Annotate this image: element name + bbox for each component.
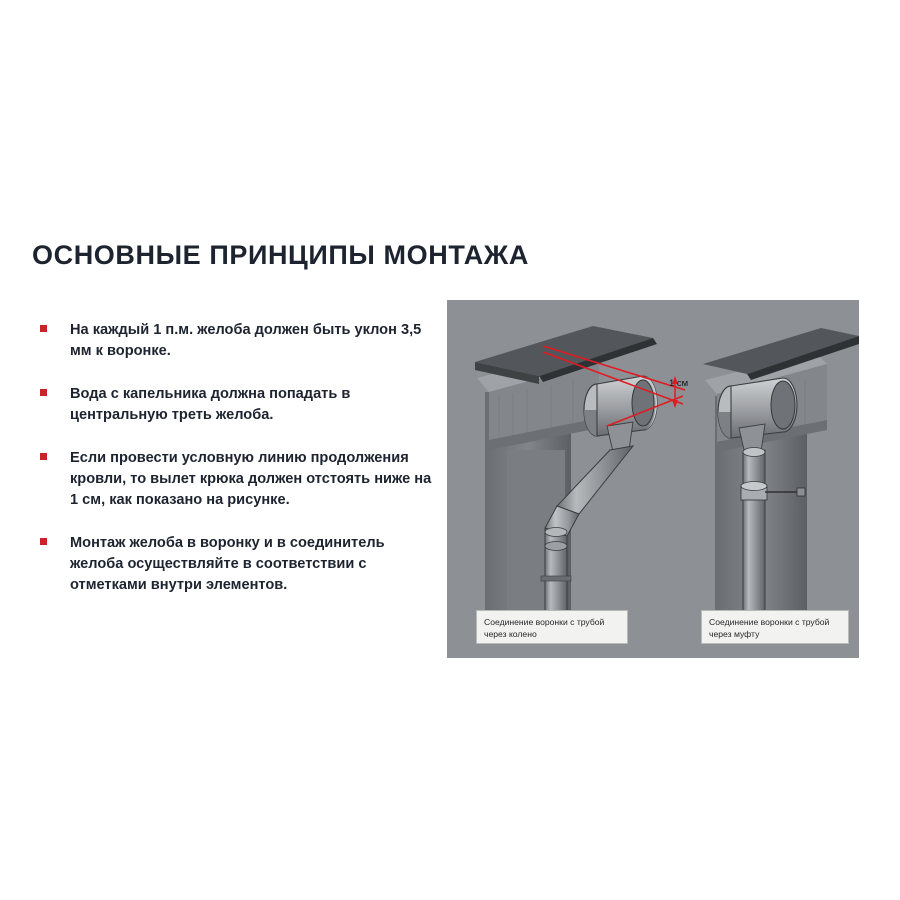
bullet-text: Монтаж желоба в воронку и в соединитель желоба осуществляйте в соответствии с отметками внутри элементов. (70, 535, 385, 593)
dimension-label: 1 см (669, 378, 689, 389)
installation-diagram (447, 300, 859, 658)
list-item (32, 320, 432, 362)
bullet-marker-icon (40, 389, 47, 396)
bullet-text: Вода с капельника должна попадать в центральную треть желоба. (70, 386, 351, 423)
bullet-marker-icon (40, 325, 47, 332)
caption-coupler: Соединение воронки с трубой через муфту (701, 610, 849, 644)
list-item (32, 533, 432, 596)
caption-elbow: Соединение воронки с трубой через колено (476, 610, 628, 644)
bullet-text: Если провести условную линию продолжения кровли, то вылет крюка должен отстоять ниже на 1 см, как показано на рисунке. (70, 450, 432, 508)
list-item (32, 384, 432, 426)
gutter-illustration-svg (447, 300, 859, 658)
bullet-text: На каждый 1 п.м. желоба должен быть уклон 3,5 мм к воронке. (70, 322, 422, 359)
list-item (32, 448, 432, 511)
bullet-marker-icon (40, 538, 47, 545)
bullet-marker-icon (40, 453, 47, 460)
page-title: ОСНОВНЫЕ ПРИНЦИПЫ МОНТАЖА (32, 240, 529, 270)
bullet-list (32, 320, 432, 618)
